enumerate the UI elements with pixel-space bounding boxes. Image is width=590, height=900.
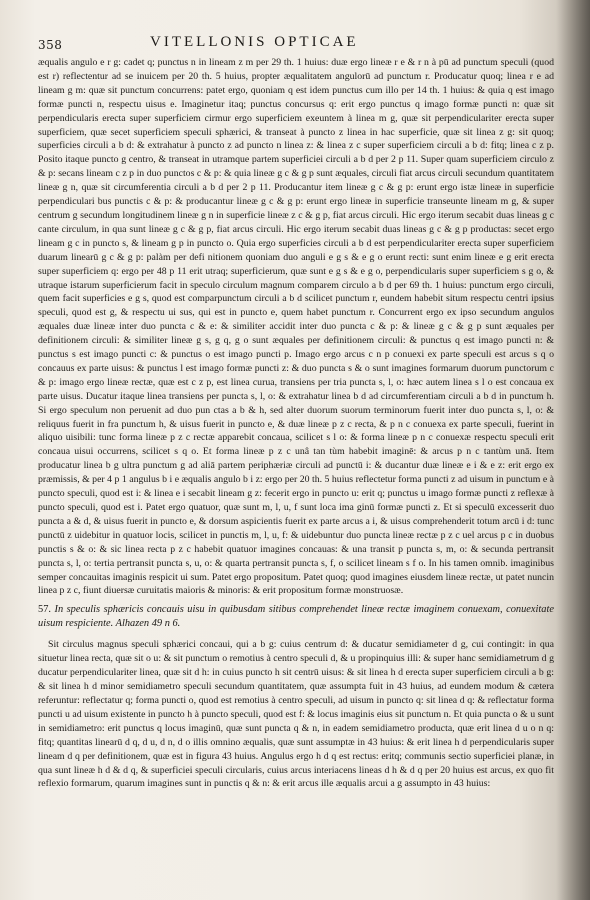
theorem-text: In speculis sphæricis concauis uisu in quibusdam sitibus comprehendet lineæ rectæ imaginem conuexam, conuexitate uisum respiciente. Alhazen 49 n 6. bbox=[38, 604, 554, 630]
page-number: 358 bbox=[38, 38, 63, 52]
page-header bbox=[38, 34, 558, 56]
body-text bbox=[38, 56, 554, 791]
paragraph-proof: æqualis angulo e r g: cadet q; punctus n in lineam z m per 29 th. 1 huius: duæ ergo lineæ r e & r n à pū ad punctum speculi (quod est r) reflectentur ad se inuicem per 20 th. 5 huius, propter æqualitatem angulorū ad punctum r. Producatur quoq; linea r e ad lineam g m: quæ sit punctum concurrens: patet ergo, quoniam q est idem punctus cum illo per 14 th. 1 huius: & quia q est imago formæ puncti n, respectu uisus e. Imaginetur itaq; punctus concursus q: erit ergo punctus q imago formæ puncti n: quæ sit perpendicularis erecta super superficiem cirmur ergo superficiem exeuntem à linea m g, quæ sit perpendiculariter erecta super superficiem, quæ secet superficiem speculi sphærici, & transeat à puncto z linea in hac superficie, quæ sit linea z g: sit quoq; superficies circuli a b d: & extrahatur à puncto z ad puncto n linea z: & linea z c super superficiem circuli a b d: fitq; linea c z p. Posito itaque puncto g centro, & transeat in utramque partem superficiei circuli a b d per 2 p 11. Super quam superficiem circulo z & p: secans lineam c z p in duo punctos c & p: & quia lineæ g c & g p sunt æquales, circuli fiat arcus circuli secundum quantitatem lineæ g n, quæ sit circumferentia circuli a b d per 2 p 11. Producantur item lineæ g c & g p: erunt ergo istæ lineæ in superficie perpendiculari bus punctis c & p: & producantur lineæ g c & g p: erunt ergo lineæ in superficie transeunte lineam m g, & super centrum g secundum longitudinem lineæ g n in superficie lineæ z c & g p, fiat arcus circuli. Hic ergo iterum secabit duas lineas g c cante circulum, in qua sunt lineæ g c & g p, fiat arcus circuli. Hic ergo iterum secabit duas lineas g c & g p productas: secet ergo lineam g c in puncto s, & lineam g p in puncto o. Quia ergo superficies circuli a b d est perpendiculariter erecta super superficiem duarum linearū g c & g p: palàm per defi nitionem quoniam duo anguli e g s & e g o erunt recti: sunt enim lineæ e g erit erecta super superficiem q: ergo per 48 p 11 erit utraq; superficierum, quæ sunt e g s & e g o, perpendicularis super superficiem s g o, & utraque istarum superficierum facit in speculo circulum magnum comparem circulo a b d per 69 th. 1 huius: punctum ergo circuli, quem facit superficies e g s, quod est comparpunctum circuli a b d scilicet punctum r, eundem habebit situm respectu centri ipsius speculi, quod est g, & respectu ui sus, qui est in puncto e, quem habet punctum r. Concurrent ergo ex ipso secundum angulos æquales duæ lineæ inter duo puncta c & e: & similiter accidit inter duo puncta c & p: & lineæ g c & g p sunt æquales per definitionem circuli: & similiter lineæ g s, g q, g o sunt æquales per definitionem circuli: & punctus q est imago puncti n: & punctus s est imago puncti c: & punctus o est imago puncti p. Imago ergo arcus c n p conuexi ex parte speculi est arcus s q o concauus ex parte uisus: & punctus l est imago formæ puncti z: & duo puncta s & o sunt imagines formarum duorum punctorum c & p: imago ergo lineæ rectæ, quæ est c z p, est linea curua, transiens per tria puncta s, l, o: hæc autem linea s l o est concaua ex parte uisus. Ducatur itaque linea transiens per puncta s, l, o: & extrahatur linea b d ad circumferentiam circuli a b d in punctum h. Si ergo speculum non peruenit ad duo pun ctas a b & h, sed alter duorum suorum terminorum fuerit inter duo puncta s, l, o: & reliquus fuerit in fra punctum h, & uisus fuerit in puncto e, & duæ lineæ p z c recta, & p n c conuexa ex parte speculi, fuerint in aliquo uisibili: tunc forma lineæ p z c rectæ apparebit concaua, scilicet s l o: & forma lineæ p n c conuexæ respectu speculi erit concaua uisui occurrens, scilicet s q o. Et forma lineæ p z c unâ tan tùm habebit imaginē: & arcus p n c tantùm unā. Item producatur linea b g ultra punctum g ad aliā partem periphæriæ circuli ad punctū i: & ducantur duæ lineæ e i & e z: erit ergo ex præmissis, & per 4 p 1 angulus b i e æqualis angulo b i z: ergo per 20 th. 5 huius reflectetur forma puncti z ad uisum in punctum e à puncto speculi, quod est i: & linea e i secabit lineam g z: fecerit ergo in puncto u: erit q; punctus u imago formæ puncti z reflexæ à puncto speculi, quod est i. Patet ergo quatuor, quæ sunt m, l, u, f sunt loca ima ginū formæ puncti z. Et si speculū excesserit duo puncta a & d, & uisus fuerit in puncto e, & dorsum aspicientis fuerit ex parte arcus a i, & uisus comprehenderit totum arcū i d: tunc punctū z uidebitur in quatuor locis, scilicet in punctis m, l, u, f: & uidebuntur duo puncta lineæ rectæ p z c uel arcus p c in duobus punctis s & o: & sic linea recta p z c habebit quatuor imagines concauas: & una transit p puncta s, m, o: & secunda pertransit puncta s, l, o: tertia pertransit puncta s, u, o: & quarta pertransit puncta s, f, o scilicet lineam s f o. In his tamen omnib. imaginibus semper concauitas imaginis respicit ui sum. Patet ergo propositum. Patet quoq; quod imagines eiusdem lineæ rectæ, ut patet nuncin linea p z c, fiunt diuersæ curuitatis maioris & minoris: & erit propositum formæ monstruosæ. bbox=[38, 57, 554, 597]
theorem-number: 57. bbox=[38, 604, 51, 616]
paragraph-demonstration: Sit circulus magnus speculi sphærici concaui, qui a b g: cuius centrum d: & ducatur semidiameter d g, cui contingit: in qua situetur linea recta, quæ sit o u: & sit punctum o remotius à centro speculi d, & u propinquius illi: & super hanc semidiametrum d g ducatur perpendiculariter linea, quæ sit d h: in cuius puncto h sit centrū uisus: & sit linea h d erecta super superficiem circuli a b g: & sit linea h d minor semidiametro speculi secundum quantitatem, quæ assumpta fuit in 43 huius, ad eundem modum & cætera referuntur: reflectatur q; forma puncti o, quod est remotius à centro speculi, ad uisum in puncto q: sit linea d q: & reflectatur forma puncti u ad uisum existente in puncto h à puncto speculi, quod est f: & locus imaginis eius sit punctum n. Et quia puncta o & u sunt in semidiametro: erit punctus q locus imaginū, quæ sunt puncta q & n, in eadem semidiametro producta, quæ erit linea d u o n q: fitq; quantitas linearū d q, d u, d n, d o illis omnino æqualis, quæ sunt assumptæ in 43 huius: & erit linea h d perpendicularis super lineam d q per definitionem, quæ est in figura 43 huius. Angulus ergo h d q est rectus: eritq; communis sectio superficiei planæ, in qua sunt lineæ h d & d q, & superficiei speculi circularis, cuius arcus interiacens lineas d h & d q per 20 huius est arcus, ex quo fit reflexio formarum, quarum imagines sunt in punctis q & n: & erit arcus ille æqualis arcui a g assumpto in 43 huius: bbox=[38, 639, 554, 790]
running-title: VITELLONIS OPTICAE bbox=[150, 34, 359, 50]
book-spine-shadow bbox=[556, 0, 590, 900]
theorem-statement bbox=[38, 603, 554, 631]
